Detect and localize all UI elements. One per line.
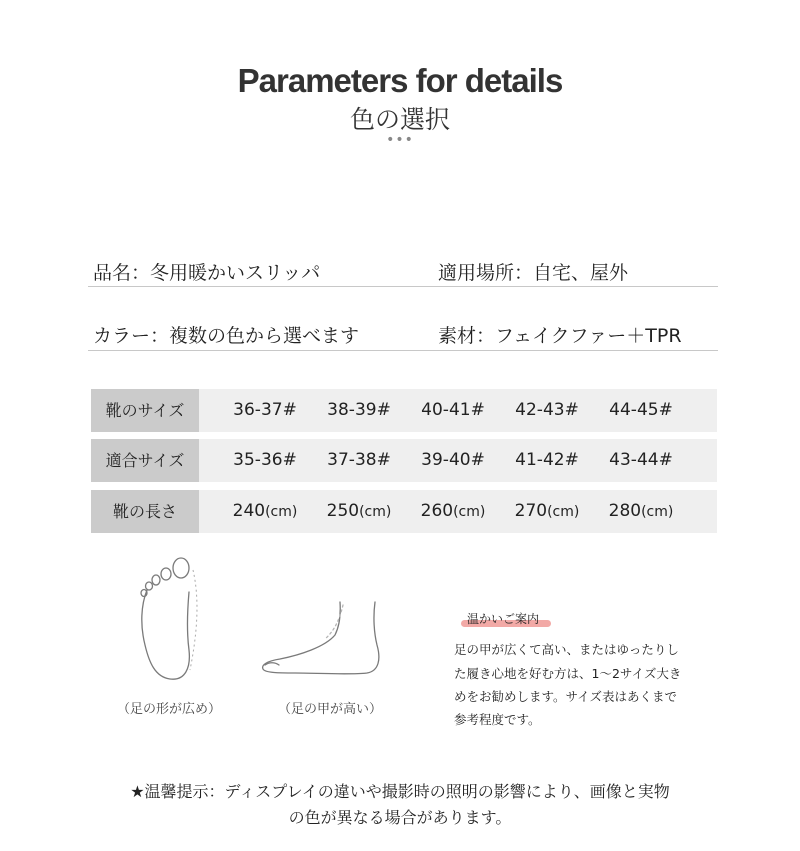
tip-line: 足の甲が広くて高い、またはゆったりし xyxy=(454,642,679,657)
row-label-fit-size: 適合サイズ xyxy=(91,439,199,482)
page-title: Parameters for details xyxy=(237,62,563,99)
table-cell: 37-38# xyxy=(327,450,391,470)
spec-divider-1 xyxy=(88,286,718,287)
row-label-shoe-length: 靴の長さ xyxy=(91,490,199,533)
table-cell: 42-43# xyxy=(515,400,579,420)
notice-line-2: の色が異なる場合があります。 xyxy=(288,808,512,827)
spec-usage: 適用場所：自宅、屋外 xyxy=(438,262,629,284)
high-instep-caption: （足の甲が高い） xyxy=(278,702,383,717)
tip-line: 参考程度です。 xyxy=(454,712,541,727)
tip-line: めをお勧めします。サイズ表はあくまで xyxy=(454,689,678,704)
wide-foot-icon xyxy=(125,550,215,685)
wide-foot-caption: （足の形が広め） xyxy=(117,702,222,717)
table-cell: 43-44# xyxy=(609,450,673,470)
tip-title: 温かいご案内 xyxy=(467,612,540,626)
tip-line: た履き心地を好む方は、1～2サイズ大き xyxy=(454,666,682,681)
high-instep-foot-icon xyxy=(255,597,385,682)
table-cell: 44-45# xyxy=(609,400,673,420)
page-subtitle: 色の選択 xyxy=(349,105,450,134)
table-cell: 260(cm) xyxy=(420,501,486,521)
table-cell: 35-36# xyxy=(233,450,297,470)
table-cell: 240(cm) xyxy=(232,501,298,521)
table-cell: 41-42# xyxy=(515,450,579,470)
table-cell: 280(cm) xyxy=(608,501,674,521)
table-cell: 36-37# xyxy=(233,400,297,420)
table-cell: 250(cm) xyxy=(326,501,392,521)
spec-divider-2 xyxy=(88,350,718,351)
table-cell: 40-41# xyxy=(421,400,485,420)
table-cell: 270(cm) xyxy=(514,501,580,521)
spec-product-name: 品名：冬用暖かいスリッパ xyxy=(93,262,321,284)
row-label-shoe-size: 靴のサイズ xyxy=(91,389,199,432)
notice-line-1: ★温馨提示：ディスプレイの違いや撮影時の照明の影響により、画像と実物 xyxy=(130,782,670,801)
table-cell: 39-40# xyxy=(421,450,485,470)
title-dots: ••• xyxy=(386,132,414,148)
spec-color: カラー：複数の色から選べます xyxy=(93,325,360,347)
spec-material: 素材：フェイクファー＋TPR xyxy=(438,325,682,347)
table-cell: 38-39# xyxy=(327,400,391,420)
